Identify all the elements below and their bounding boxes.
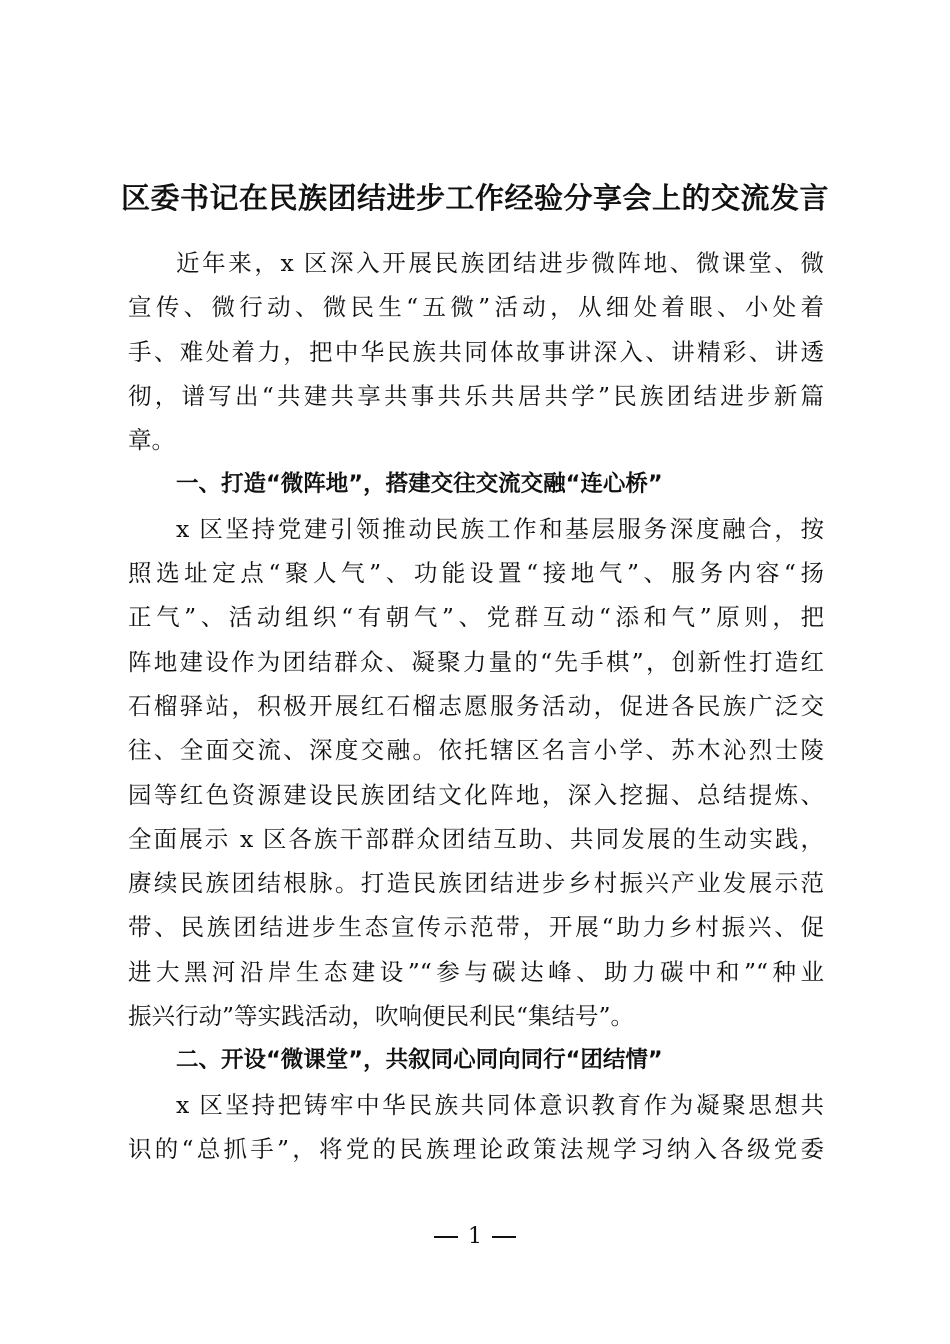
body-text-line: 赓续民族团结根脉。打造民族团结进步乡村振兴产业发展示范 (128, 869, 824, 898)
right-dash (492, 1236, 516, 1238)
body-text-line: 阵地建设作为团结群众、凝聚力量的“先手棋”，创新性打造红 (128, 647, 824, 676)
section-heading: 二、开设“微课堂”，共叙同心同向同行“团结情” (176, 1047, 663, 1074)
body-text-line: x 区坚持把铸牢中华民族共同体意识教育作为凝聚思想共 (176, 1090, 824, 1119)
body-text-line: 识的“总抓手”，将党的民族理论政策法规学习纳入各级党委 (128, 1134, 824, 1163)
body-text-line: 园等红色资源建设民族团结文化阵地，深入挖掘、总结提炼、 (128, 780, 824, 809)
body-text-line: 章。 (128, 426, 175, 455)
body-text-line: 照选址定点“聚人气”、功能设置“接地气”、服务内容“扬 (128, 559, 824, 588)
body-text-line: 振兴行动”等实践活动，吹响便民利民“集结号”。 (128, 1002, 635, 1031)
body-text-line: 正气”、活动组织“有朝气”、党群互动“添和气”原则，把 (128, 603, 824, 632)
section-heading: 一、打造“微阵地”，搭建交往交流交融“连心桥” (176, 471, 663, 498)
body-text-line: 彻，谱写出“共建共享共事共乐共居共学”民族团结进步新篇 (128, 381, 824, 410)
page-footer (0, 1222, 950, 1252)
body-text-line: 带、民族团结进步生态宣传示范带，开展“助力乡村振兴、促 (128, 913, 824, 942)
body-text-line: x 区坚持党建引领推动民族工作和基层服务深度融合，按 (176, 514, 824, 543)
page-number: 1 (468, 1224, 482, 1249)
document-title: 区委书记在民族团结进步工作经验分享会上的交流发言 (120, 181, 829, 215)
document-body (128, 241, 824, 1171)
body-text-line: 往、全面交流、深度交融。依托辖区名言小学、苏木沁烈士陵 (128, 736, 824, 765)
body-text-line: 石榴驿站，积极开展红石榴志愿服务活动，促进各民族广泛交 (128, 691, 824, 720)
body-text-line: 全面展示 x 区各族干部群众团结互助、共同发展的生动实践， (128, 824, 824, 853)
left-dash (434, 1236, 458, 1238)
body-text-line: 近年来，x 区深入开展民族团结进步微阵地、微课堂、微 (176, 249, 824, 277)
body-text-line: 宣传、微行动、微民生“五微”活动，从细处着眼、小处着 (128, 293, 824, 322)
body-text-line: 进大黑河沿岸生态建设”“参与碳达峰、助力碳中和”“种业 (128, 957, 824, 986)
body-text-line: 手、难处着力，把中华民族共同体故事讲深入、讲精彩、讲透 (128, 337, 824, 366)
